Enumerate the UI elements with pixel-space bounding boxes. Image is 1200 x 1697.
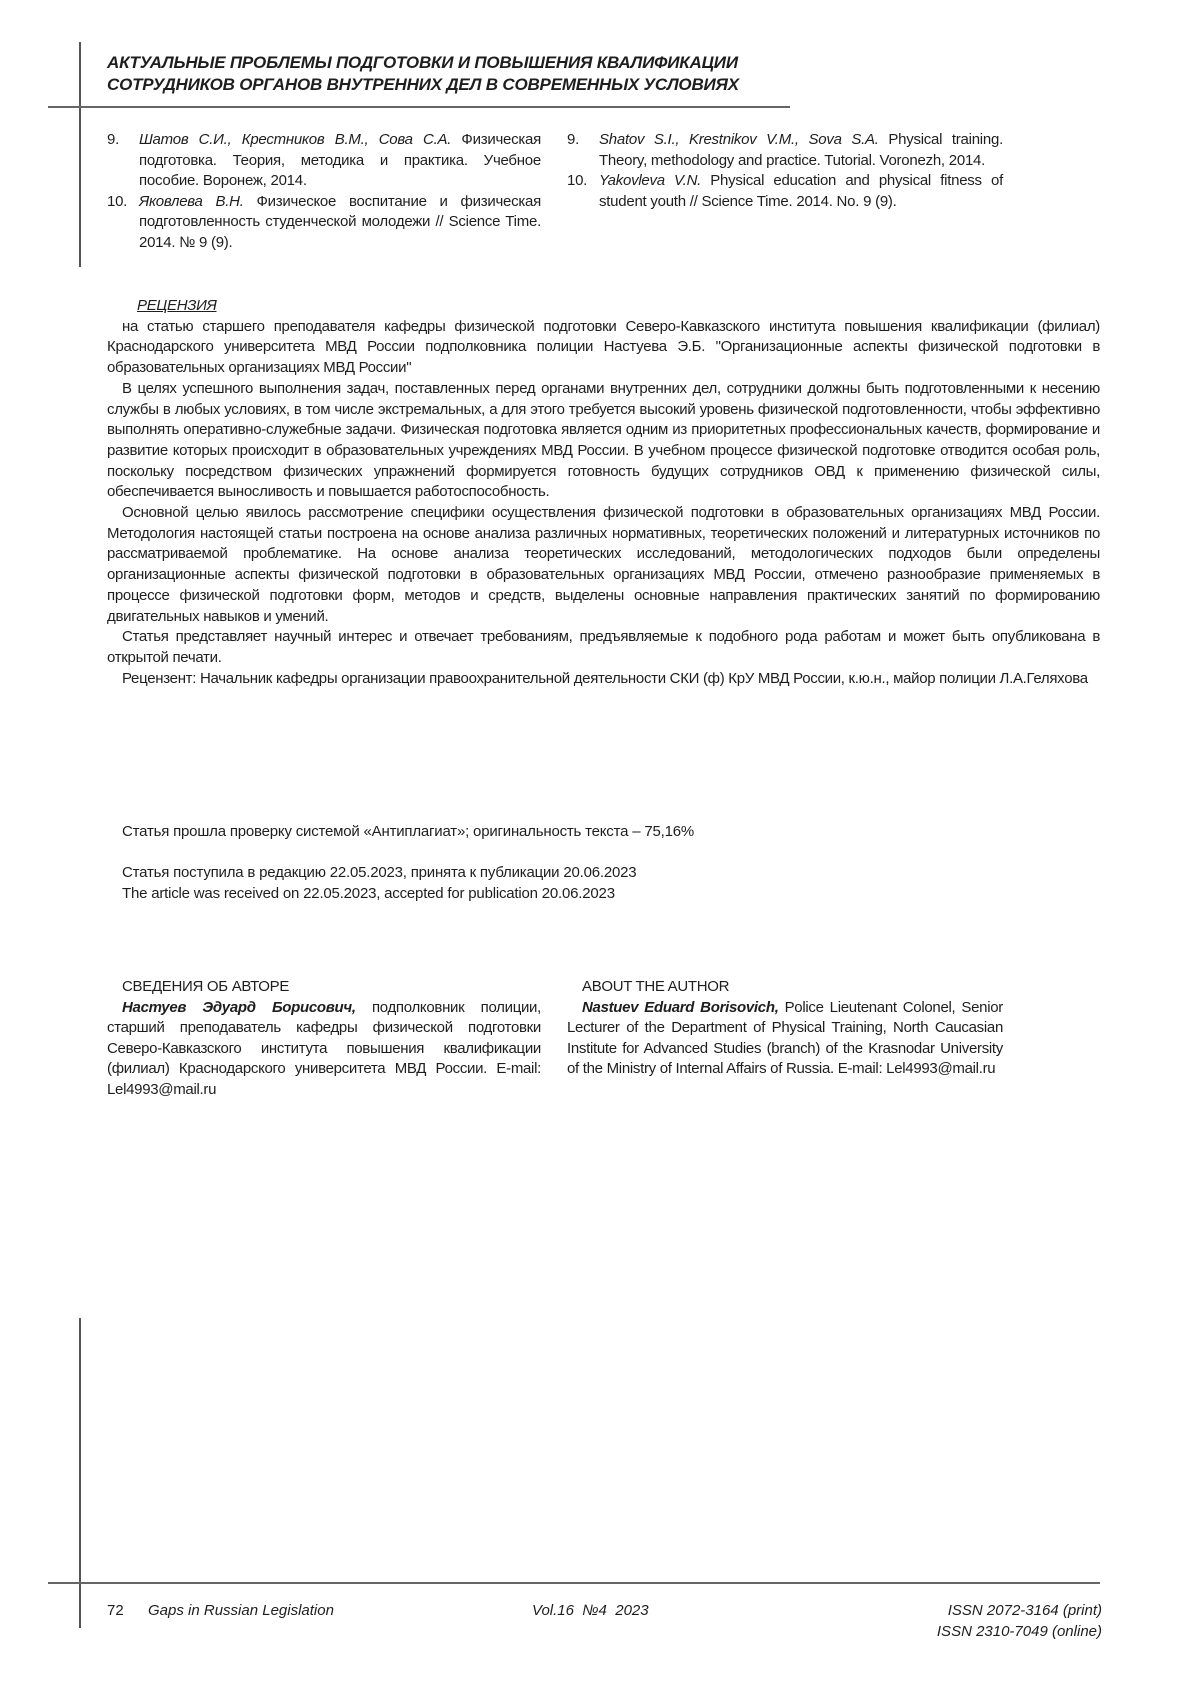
page-number: 72 — [107, 1602, 124, 1619]
references-en — [567, 130, 1003, 212]
author-description: подполковник полиции, старший преподаватель кафедры физической подготовки Северо-Кавказского института повышения квалификации (филиал) Краснодарского университета МВД России. E-mail: Lel4993@mail.ru — [107, 998, 542, 1098]
reference-authors: Yakovleva V.N. — [599, 172, 702, 190]
issn-block — [937, 1600, 1102, 1642]
journal-name: Gaps in Russian Legislation — [148, 1602, 334, 1619]
author-name: Nastuev Eduard Borisovich, — [582, 998, 779, 1016]
author-info-en — [567, 977, 1003, 1080]
author-heading: ABOUT THE AUTHOR — [582, 978, 730, 995]
header-horizontal-rule — [48, 106, 790, 108]
issue-info: Vol.16 №4 2023 — [532, 1602, 649, 1619]
author-heading: СВЕДЕНИЯ ОБ АВТОРЕ — [122, 978, 290, 995]
footer-horizontal-rule — [48, 1582, 1100, 1584]
author-info-ru — [107, 977, 541, 1101]
reference-number: 10. — [567, 172, 588, 190]
reference-text: Физическая подготовка. Теория, методика и практика. Учебное пособие. Воронеж, 2014. — [139, 131, 541, 190]
review-paragraph: Основной целью явилось рассмотрение специфики осуществления физической подготовки в образовательных организациях МВД России. Методология настоящей статьи построена на основе анализа различных нормативных, теоретических положений и литературных источников по рассматриваемой проблематике. На основе анализа теоретических исследований, методологических подходов были определены организационные аспекты физической подготовки в образовательных организациях МВД России, отмечено разнообразие применяемых в процессе физической подготовки форм, методов и средств, выделены основные направления практических занятий по формированию двигательных навыков и умений. — [107, 504, 1100, 625]
reference-authors: Shatov S.I., Krestnikov V.M., Sova S.A. — [599, 131, 879, 148]
review-paragraph: на статью старшего преподавателя кафедры физической подготовки Северо-Кавказского института повышения квалификации (филиал) Краснодарского университета МВД России подполковника полиции Настуева Э.Б. "Организационные аспекты физической подготовки в образовательных организациях МВД России" — [107, 317, 1100, 377]
header-title-line1: АКТУАЛЬНЫЕ ПРОБЛЕМЫ ПОДГОТОВКИ И ПОВЫШЕНИЯ КВАЛИФИКАЦИИ — [107, 53, 738, 72]
review-title: РЕЦЕНЗИЯ — [137, 297, 217, 314]
review-paragraph: Статья представляет научный интерес и отвечает требованиям, предъявляемые к подобного рода работам и может быть опубликована в открытой печати. — [107, 628, 1100, 666]
received-date-en: The article was received on 22.05.2023, accepted for publication 20.06.2023 — [122, 885, 615, 902]
header-title-line2: СОТРУДНИКОВ ОРГАНОВ ВНУТРЕННИХ ДЕЛ В СОВРЕМЕННЫХ УСЛОВИЯХ — [107, 75, 739, 94]
reference-item — [107, 192, 541, 254]
reference-item — [567, 171, 1003, 212]
reference-item — [107, 130, 541, 192]
author-description: Police Lieutenant Colonel, Senior Lecturer of the Department of Physical Training, North Caucasian Institute for Advanced Studies (branch) of the Krasnodar University of the Ministry of Internal Affairs of Russia. E-mail: Lel4993@mail.ru — [567, 998, 1003, 1078]
reference-number: 9. — [567, 131, 580, 148]
reference-text: Физическое воспитание и физическая подготовленность студенческой молодежи // Science Time. 2014. № 9 (9). — [139, 192, 541, 251]
reviewer: Рецензент: Начальник кафедры организации правоохранительной деятельности СКИ (ф) КрУ МВД России, к.ю.н., майор полиции Л.А.Геляхова — [122, 669, 1088, 687]
review-paragraph: В целях успешного выполнения задач, поставленных перед органами внутренних дел, сотрудники должны быть подготовленными к несению службы в любых условиях, в том числе экстремальных, а для этого требуется высокий уровень физической подготовленности, чтобы эффективно выполнять оперативно-служебные задачи. Физическая подготовка является одним из приоритетных профессиональных качеств, формирование и развитие которых происходит в образовательных учреждениях МВД России. В учебном процессе физической подготовке отводится особая роль, поскольку посредством физических упражнений формируется готовность будущих сотрудников ОВД к применению физической силы, обеспечивается выносливость и повышается работоспособность. — [107, 379, 1100, 501]
reference-number: 10. — [107, 192, 128, 210]
reference-number: 9. — [107, 131, 120, 148]
author-name: Настуев Эдуард Борисович, — [122, 998, 356, 1016]
antiplagiat-note: Статья прошла проверку системой «Антиплагиат»; оригинальность текста – 75,16% — [122, 823, 695, 840]
author-text — [107, 998, 541, 1101]
reference-authors: Яковлева В.Н. — [139, 192, 244, 210]
references-ru — [107, 130, 541, 254]
review-section — [107, 296, 1100, 689]
reference-text: Physical education and physical fitness of student youth // Science Time. 2014. No. 9 (9). — [599, 172, 1004, 210]
issn-online: ISSN 2310-7049 (online) — [936, 1623, 1102, 1640]
reference-item — [567, 130, 1003, 171]
author-text — [567, 998, 1003, 1080]
issn-print: ISSN 2072-3164 (print) — [947, 1602, 1102, 1619]
running-header — [107, 52, 739, 96]
reference-text: Physical training. Theory, methodology and practice. Tutorial. Voronezh, 2014. — [599, 131, 1003, 169]
received-date-ru: Статья поступила в редакцию 22.05.2023, принята к публикации 20.06.2023 — [122, 864, 637, 881]
reference-authors: Шатов С.И., Крестников В.М., Сова С.А. — [139, 131, 452, 148]
header-vertical-rule — [79, 42, 81, 267]
